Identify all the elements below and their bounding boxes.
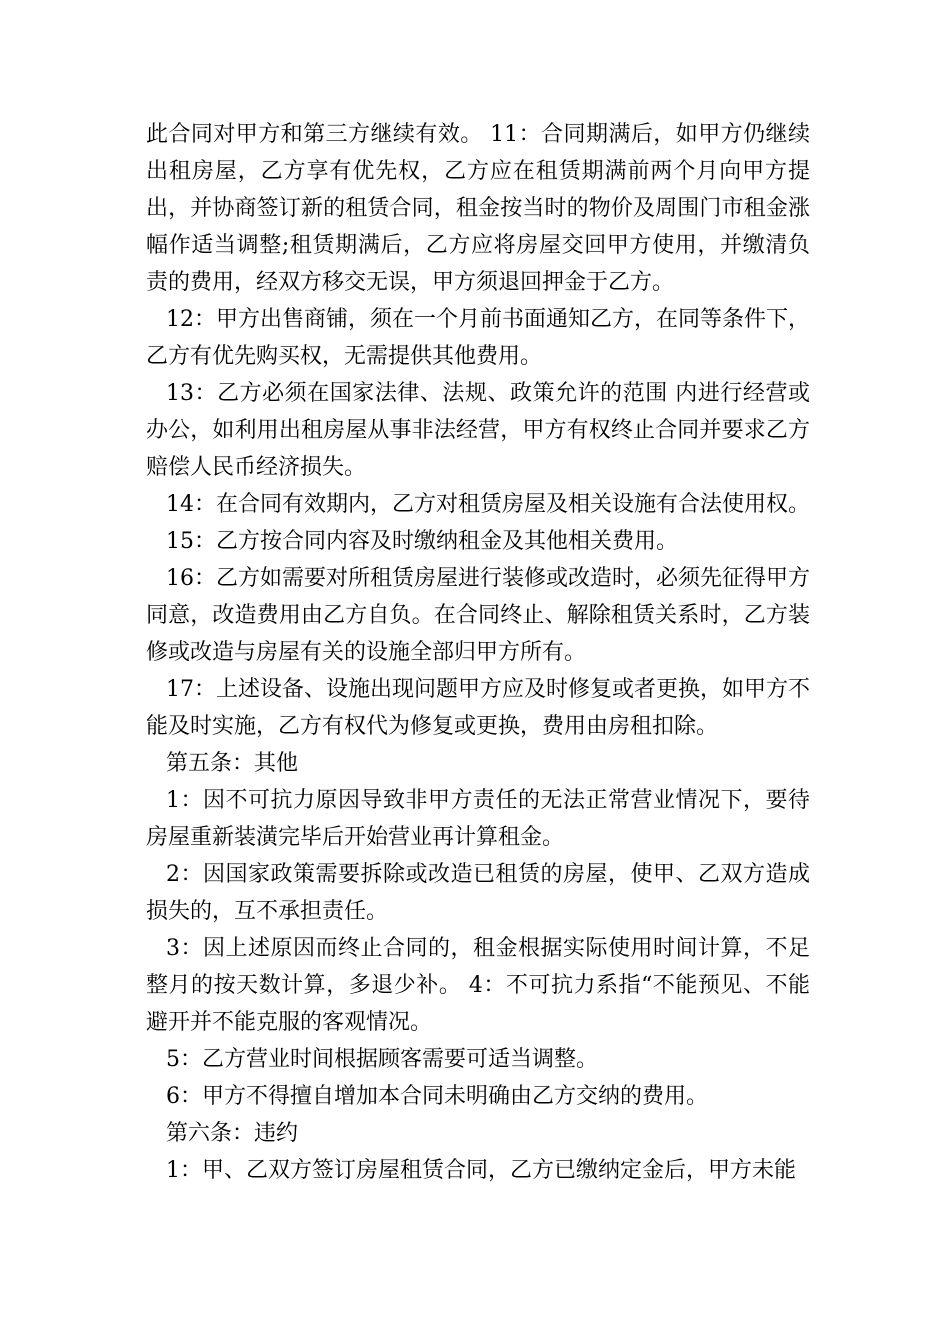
section-heading-article-6: 第六条：违约 xyxy=(166,1121,299,1146)
paragraph-article-5-item-5: 5：乙方营业时间根据顾客需要可适当调整。 xyxy=(166,1047,598,1072)
paragraph-article-5-item-1: 1：因不可抗力原因导致非甲方责任的无法正常营业情况下，要待房屋重新装潢完毕后开始营业再计算租金。 xyxy=(146,788,810,850)
paragraph-clause-15: 15：乙方按合同内容及时缴纳租金及其他相关费用。 xyxy=(166,529,678,554)
paragraph-clause-16: 16：乙方如需要对所租赁房屋进行装修或改造时，必须先征得甲方同意，改造费用由乙方自负。在合同终止、解除租赁关系时，乙方装修或改造与房屋有关的设施全部归甲方所有。 xyxy=(146,566,810,665)
paragraph-clause-17: 17：上述设备、设施出现问题甲方应及时修复或者更换，如甲方不能及时实施，乙方有权代为修复或更换，费用由房租扣除。 xyxy=(146,677,810,739)
section-heading-article-5: 第五条：其他 xyxy=(166,751,299,776)
paragraph-clause-14: 14：在合同有效期内，乙方对租赁房屋及相关设施有合法使用权。 xyxy=(166,492,810,517)
paragraph-article-6-item-1: 1：甲、乙双方签订房屋租赁合同，乙方已缴纳定金后，甲方未能 xyxy=(166,1158,796,1183)
paragraph-article-5-item-2: 2：因国家政策需要拆除或改造已租赁的房屋，使甲、乙双方造成损失的，互不承担责任。 xyxy=(146,862,810,924)
document-page xyxy=(146,116,810,1189)
paragraph-article-5-item-6: 6：甲方不得擅自增加本合同未明确由乙方交纳的费用。 xyxy=(166,1084,708,1109)
paragraph-clause-12: 12：甲方出售商铺，须在一个月前书面通知乙方，在同等条件下，乙方有优先购买权，无需提供其他费用。 xyxy=(146,307,810,369)
paragraph-article-5-item-3-4: 3：因上述原因而终止合同的，租金根据实际使用时间计算，不足整月的按天数计算，多退少补。 4：不可抗力系指“不能预见、不能避开并不能克服的客观情况。 xyxy=(146,936,810,1035)
paragraph-clause-11: 此合同对甲方和第三方继续有效。 11：合同期满后，如甲方仍继续出租房屋，乙方享有优先权，乙方应在租赁期满前两个月向甲方提出，并协商签订新的租赁合同，租金按当时的物价及周围门市租金涨幅作适当调整;租赁期满后，乙方应将房屋交回甲方使用，并缴清负责的费用，经双方移交无误，甲方须退回押金于乙方。 xyxy=(146,122,810,295)
paragraph-clause-13: 13：乙方必须在国家法律、法规、政策允许的范围 内进行经营或办公，如利用出租房屋从事非法经营，甲方有权终止合同并要求乙方赔偿人民币经济损失。 xyxy=(146,381,810,480)
